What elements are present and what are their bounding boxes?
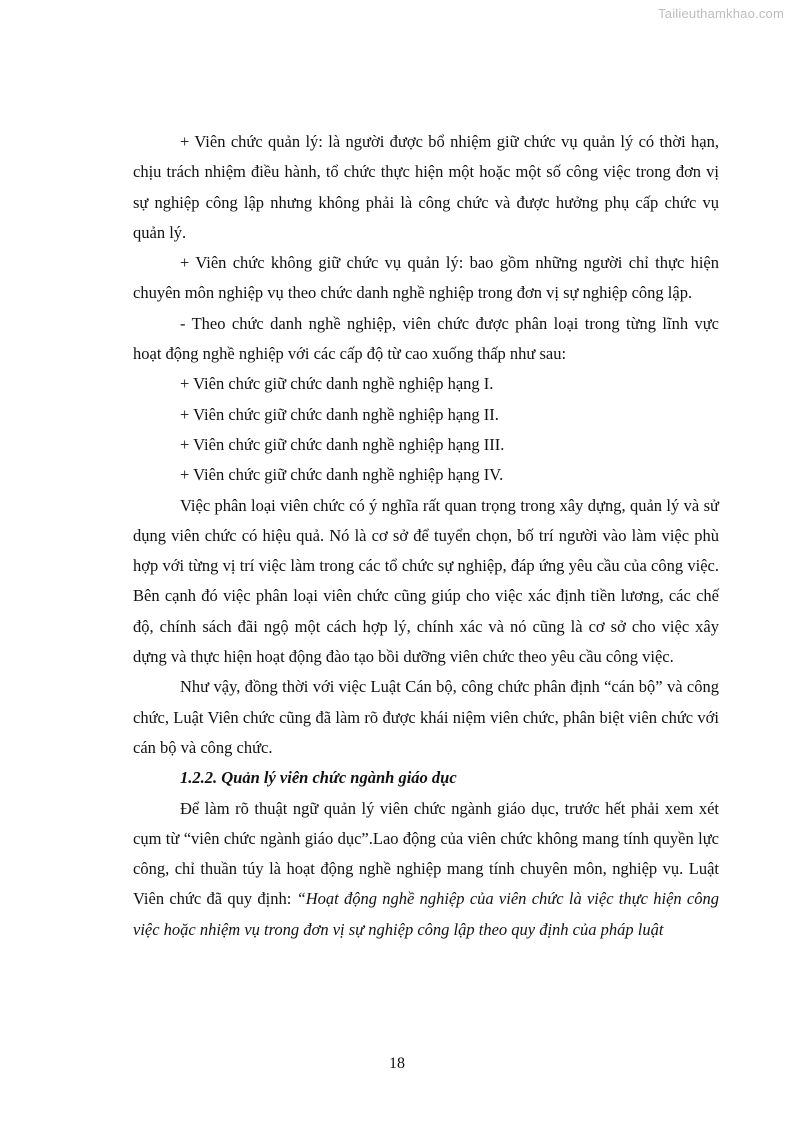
paragraph: + Viên chức quản lý: là người được bổ nhiệm giữ chức vụ quản lý có thời hạn, chịu trách nhiệm điều hành, tổ chức thực hiện một hoặc một số công việc trong đơn vị sự nghiệp công lập nhưng không phải là công chức và được hưởng phụ cấp chức vụ quản lý. [133, 132, 719, 242]
legal-quote: “Hoạt động nghề nghiệp của viên chức là việc thực hiện công việc hoặc nhiệm vụ trong đơn vị sự nghiệp công lập theo quy định của pháp luật [133, 889, 719, 939]
paragraph: + Viên chức không giữ chức vụ quản lý: bao gồm những người chỉ thực hiện chuyên môn nghiệp vụ theo chức danh nghề nghiệp trong đơn vị sự nghiệp công lập. [133, 253, 719, 303]
paragraph-with-quote [133, 794, 719, 945]
list-item: + Viên chức giữ chức danh nghề nghiệp hạng III. [180, 434, 505, 454]
paragraph: Như vậy, đồng thời với việc Luật Cán bộ, công chức phân định “cán bộ” và công chức, Luật Viên chức cũng đã làm rõ được khái niệm viên chức, phân biệt viên chức với cán bộ và công chức. [133, 677, 719, 757]
list-item: + Viên chức giữ chức danh nghề nghiệp hạng I. [180, 374, 494, 394]
paragraph-text: Để làm rõ thuật ngữ quản lý viên chức ngành giáo dục, trước hết phải xem xét cụm từ “viên chức ngành giáo dục”.Lao động của viên chức không mang tính quyền lực công, chỉ thuần túy là hoạt động nghề nghiệp mang tính chuyên môn, nghiệp vụ. Luật Viên chức đã quy định: [133, 798, 719, 909]
watermark: Tailieuthamkhao.com [658, 6, 784, 21]
section-heading: 1.2.2. Quản lý viên chức ngành giáo dục [180, 768, 457, 788]
paragraph: Việc phân loại viên chức có ý nghĩa rất quan trọng trong xây dựng, quản lý và sử dụng viên chức có hiệu quả. Nó là cơ sở để tuyển chọn, bố trí người vào làm việc phù hợp với từng vị trí việc làm trong các tổ chức sự nghiệp, đáp ứng yêu cầu của công việc. Bên cạnh đó việc phân loại viên chức cũng giúp cho việc xác định tiền lương, các chế độ, chính sách đãi ngộ một cách hợp lý, chính xác và nó cũng là cơ sở cho việc xây dựng và thực hiện hoạt động đào tạo bồi dưỡng viên chức theo yêu cầu công việc. [133, 495, 719, 667]
list-item: + Viên chức giữ chức danh nghề nghiệp hạng IV. [180, 465, 504, 485]
document-body [133, 127, 719, 945]
page-number: 18 [389, 1055, 405, 1072]
paragraph: - Theo chức danh nghề nghiệp, viên chức được phân loại trong từng lĩnh vực hoạt động nghề nghiệp với các cấp độ từ cao xuống thấp như sau: [133, 313, 719, 364]
list-item: + Viên chức giữ chức danh nghề nghiệp hạng II. [180, 404, 499, 424]
